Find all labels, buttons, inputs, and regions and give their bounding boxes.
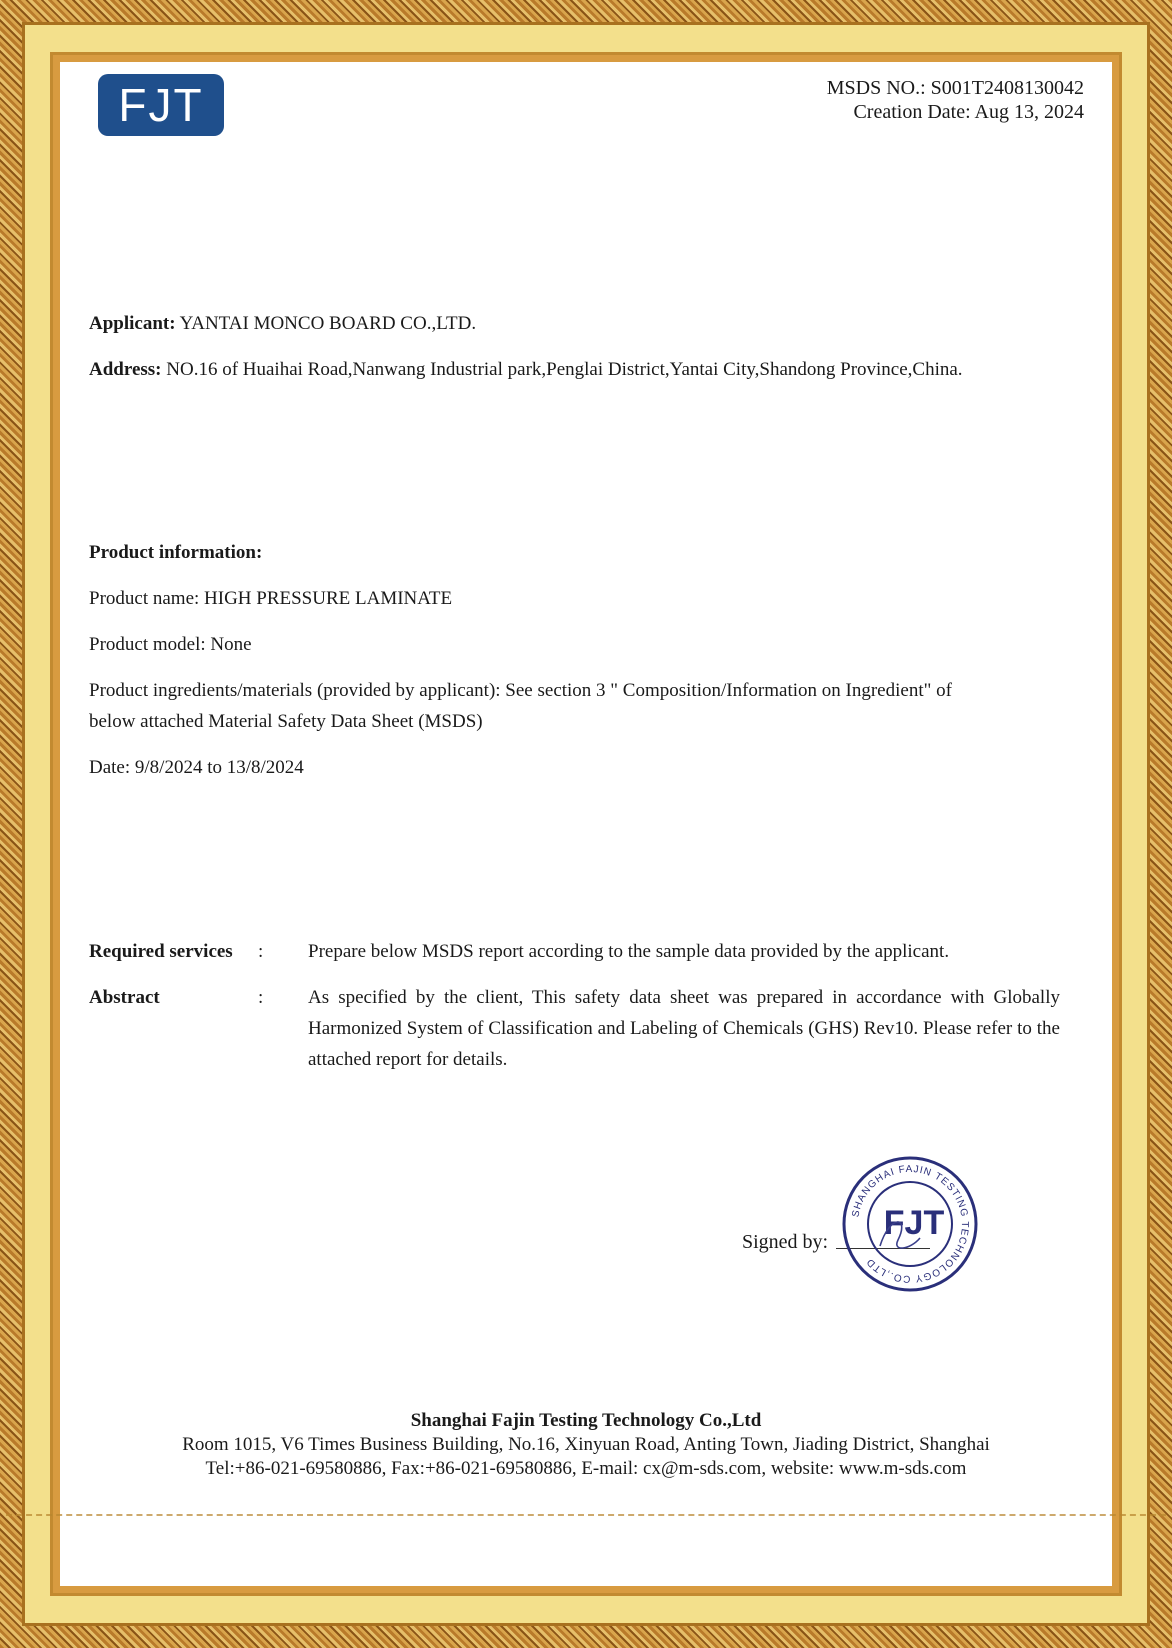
- address-value: NO.16 of Huaihai Road,Nanwang Industrial park,Penglai District,Yantai City,Shandong Province,China.: [166, 359, 963, 380]
- fjt-logo: FJT: [98, 74, 224, 136]
- footer-company-name: Shanghai Fajin Testing Technology Co.,Ltd: [410, 1410, 762, 1431]
- applicant-label: Applicant:: [89, 313, 176, 334]
- footer-contact: Tel:+86-021-69580886, Fax:+86-021-69580886, E-mail: cx@m-sds.com, website: www.m-sds.com: [205, 1458, 967, 1479]
- msds-header-info: [827, 76, 1084, 124]
- required-services-label: Required services: [89, 941, 233, 962]
- abstract-text: As specified by the client, This safety data sheet was prepared in accordance with Globally Harmonized System of Classification and Labeling of Chemicals (GHS) Rev10. Please refer to the attached report for details.: [308, 987, 1060, 1070]
- msds-number: MSDS NO.: S001T2408130042: [826, 77, 1084, 99]
- certificate-page: [60, 62, 1112, 1586]
- product-info-heading: Product information:: [89, 542, 263, 563]
- required-services-colon: :: [258, 941, 264, 962]
- company-seal-stamp: [840, 1154, 980, 1294]
- address-line: [89, 358, 963, 382]
- product-ingredients-line1: Product ingredients/materials (provided by applicant): See section 3 " Composition/Information on Ingredient" of: [89, 680, 952, 701]
- product-name: Product name: HIGH PRESSURE LAMINATE: [89, 588, 453, 609]
- product-date: Date: 9/8/2024 to 13/8/2024: [89, 757, 304, 778]
- abstract-colon: :: [258, 987, 264, 1008]
- address-label: Address:: [89, 359, 162, 380]
- svg-text:SHANGHAI FAJIN TESTING TECHNOL: SHANGHAI FAJIN TESTING TECHNOLOGY CO.,LTD: [850, 1163, 971, 1285]
- svg-text:FJT: FJT: [883, 1204, 945, 1242]
- product-ingredients-line2: below attached Material Safety Data Sheet (MSDS): [89, 711, 483, 732]
- product-model: Product model: None: [89, 634, 252, 655]
- signed-by-label: Signed by:: [742, 1231, 829, 1253]
- applicant-line: [89, 312, 476, 336]
- applicant-value: YANTAI MONCO BOARD CO.,LTD.: [179, 313, 477, 334]
- footer-address: Room 1015, V6 Times Business Building, No.16, Xinyuan Road, Anting Town, Jiading District, Shanghai: [182, 1434, 990, 1455]
- abstract-label: Abstract: [89, 987, 160, 1008]
- bottom-divider: [6, 1514, 1166, 1516]
- creation-date: Creation Date: Aug 13, 2024: [853, 101, 1084, 123]
- required-services-text: Prepare below MSDS report according to the sample data provided by the applicant.: [308, 941, 950, 962]
